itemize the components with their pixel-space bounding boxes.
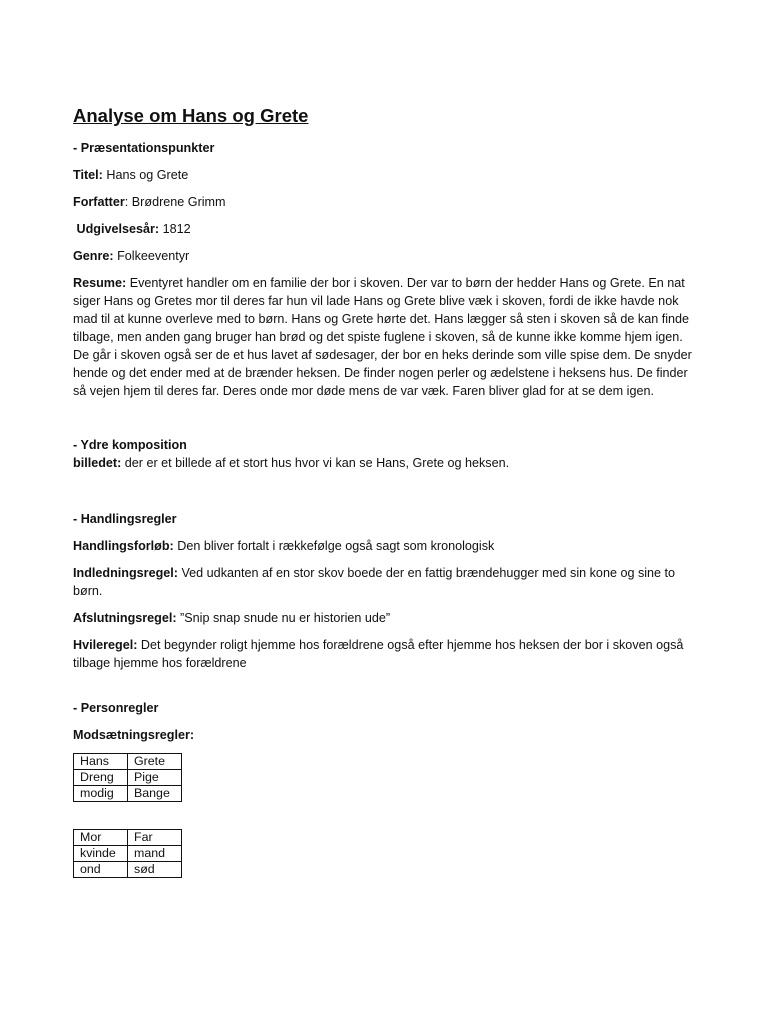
field-indledning	[73, 564, 697, 600]
table-row	[74, 862, 182, 878]
value-afslutning: ”Snip snap snude nu er historien ude”	[176, 611, 391, 625]
field-titel	[73, 166, 697, 184]
field-billedet	[73, 454, 697, 472]
field-udgivelse	[73, 220, 697, 238]
table-cell: sød	[128, 862, 182, 878]
table-row	[74, 754, 182, 770]
label-hvile: Hvileregel:	[73, 638, 138, 652]
table-cell: Bange	[128, 786, 182, 802]
heading-person: - Personregler	[73, 701, 159, 715]
field-forloeb	[73, 537, 697, 555]
value-forfatter: : Brødrene Grimm	[124, 195, 226, 209]
table-row	[74, 846, 182, 862]
table-cell: Mor	[74, 830, 128, 846]
label-titel: Titel:	[73, 168, 103, 182]
value-genre: Folkeeventyr	[113, 249, 190, 263]
table-cell: Far	[128, 830, 182, 846]
table-cell: kvinde	[74, 846, 128, 862]
field-resume	[73, 274, 693, 400]
table-row	[74, 770, 182, 786]
label-resume: Resume:	[73, 276, 127, 290]
value-udgivelse: 1812	[159, 222, 191, 236]
label-forloeb: Handlingsforløb:	[73, 539, 174, 553]
value-titel: Hans og Grete	[102, 168, 189, 182]
table-cell: modig	[74, 786, 128, 802]
table-cell: Hans	[74, 754, 128, 770]
heading-ydre: - Ydre komposition	[73, 438, 187, 452]
table-cell: Grete	[128, 754, 182, 770]
opposites-table-2	[73, 829, 182, 878]
heading-handling: - Handlingsregler	[73, 512, 177, 526]
value-forloeb: Den bliver fortalt i rækkefølge også sagt som kronologisk	[173, 539, 495, 553]
document-title: Analyse om Hans og Grete	[73, 105, 309, 126]
opposites-table-1	[73, 753, 182, 802]
table-row	[74, 786, 182, 802]
field-afslutning	[73, 609, 697, 627]
label-forfatter: Forfatter	[73, 195, 125, 209]
label-indledning: Indledningsregel:	[73, 566, 178, 580]
value-hvile: Det begynder roligt hjemme hos forældrene også efter hjemme hos heksen der bor i skoven også tilbage hjemme hos forældrene	[73, 638, 684, 670]
value-indledning: Ved udkanten af en stor skov boede der en fattig brændehugger med sin kone og sine to børn.	[73, 566, 676, 598]
label-modsaetning: Modsætningsregler:	[73, 728, 195, 742]
value-resume: Eventyret handler om en familie der bor i skoven. Der var to børn der hedder Hans og Grete. En nat siger Hans og Gretes mor til deres far hun vil lade Hans og Grete blive væk i skoven, fordi de ikke havde nok mad til at kunne overleve med to børn. Hans og Grete hørte det. Hans lægger så sten i skoven så de kan finde tilbage, men anden gang bruger han brød og det spiste fuglene i skoven, så de kunne ikke komme hjem igen. De går i skoven også ser de et hus lavet af sødesager, der bor en heks derinde som ville spise dem. De snyder hende og det ender med at de brænder heksen. De finder nogen perler og ædelstene i heksens hus. De finder så vejen hjem til deres far. Deres onde mor døde mens de var væk. Faren bliver glad for at se dem igen.	[73, 276, 692, 398]
label-afslutning: Afslutningsregel:	[73, 611, 177, 625]
label-genre: Genre:	[73, 249, 114, 263]
document-content	[73, 103, 697, 878]
heading-presentation: - Præsentationspunkter	[73, 141, 215, 155]
field-genre	[73, 247, 697, 265]
table-cell: mand	[128, 846, 182, 862]
label-udgivelse: Udgivelsesår:	[73, 222, 160, 236]
value-billedet: der er et billede af et stort hus hvor vi kan se Hans, Grete og heksen.	[121, 456, 510, 470]
table-row	[74, 830, 182, 846]
field-hvile	[73, 636, 697, 672]
field-forfatter	[73, 193, 697, 211]
table-cell: Pige	[128, 770, 182, 786]
label-billedet: billedet:	[73, 456, 122, 470]
table-cell: Dreng	[74, 770, 128, 786]
table-cell: ond	[74, 862, 128, 878]
